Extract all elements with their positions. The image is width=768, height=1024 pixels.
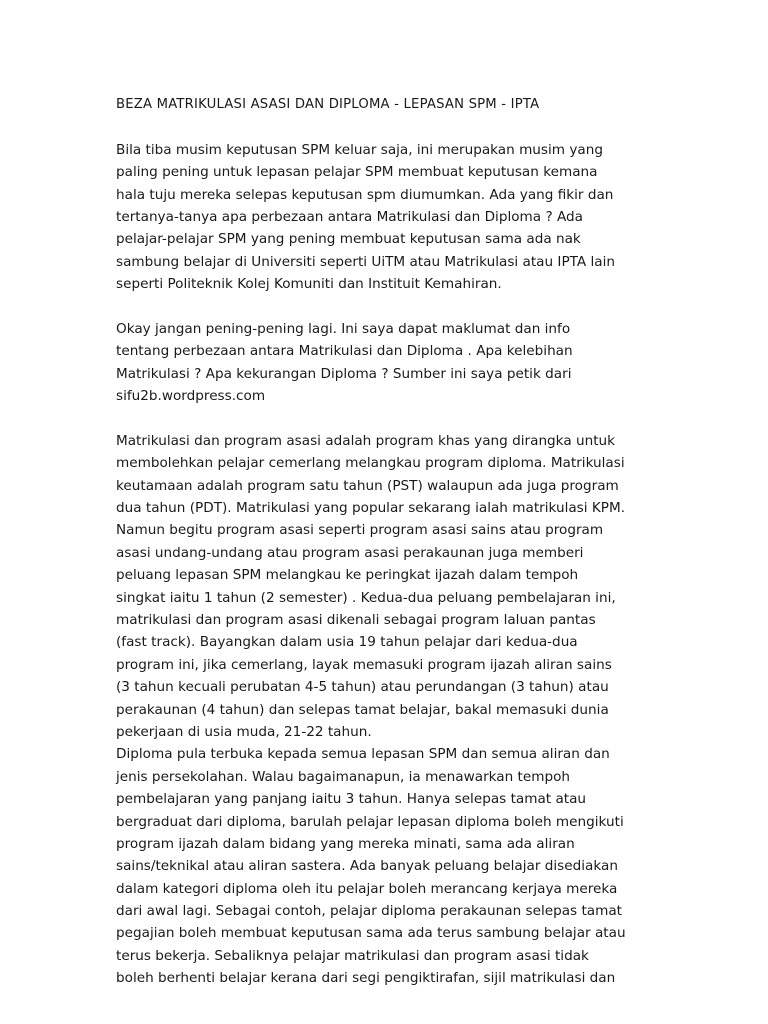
text-line: hala tuju mereka selepas keputusan spm diumumkan. Ada yang fikir dan (116, 186, 614, 203)
spacer (116, 116, 676, 138)
text-line: seperti Politeknik Kolej Komuniti dan Instituit Kemahiran. (116, 276, 502, 293)
text-line: pelajar-pelajar SPM yang pening membuat keputusan sama ada nak (116, 231, 581, 248)
text-line: Matrikulasi dan program asasi adalah program khas yang dirangka untuk (116, 432, 616, 449)
text-line: paling pening untuk lepasan pelajar SPM membuat keputusan kemana (116, 164, 598, 181)
text-line: matrikulasi dan program asasi dikenali sebagai program laluan pantas (116, 611, 596, 628)
text-line: dua tahun (PDT). Matrikulasi yang popular sekarang ialah matrikulasi KPM. (116, 500, 626, 517)
text-line: pegajian boleh membuat keputusan sama ada terus sambung belajar atau (116, 925, 626, 942)
text-line: Matrikulasi ? Apa kekurangan Diploma ? Sumber ini saya petik dari (116, 365, 572, 382)
text-line: jenis persekolahan. Walau bagaimanapun, ia menawarkan tempoh (116, 768, 571, 785)
text-line: dalam kategori diploma oleh itu pelajar boleh merancang kerjaya mereka (116, 880, 618, 897)
paragraph-1 (116, 139, 676, 296)
text-line: peluang lepasan SPM melangkau ke peringkat ijazah dalam tempoh (116, 567, 579, 584)
text-line: Okay jangan pening-pening lagi. Ini saya dapat maklumat dan info (116, 320, 571, 337)
text-line: tentang perbezaan antara Matrikulasi dan Diploma . Apa kelebihan (116, 343, 573, 360)
text-line: terus bekerja. Sebaliknya pelajar matrikulasi dan program asasi tidak (116, 947, 589, 964)
text-line: Namun begitu program asasi seperti program asasi sains atau program (116, 522, 604, 539)
text-line: sifu2b.wordpress.com (116, 388, 266, 405)
text-line: program ini, jika cemerlang, layak memasuki program ijazah aliran sains (116, 656, 612, 673)
text-line: sains/teknikal atau aliran sastera. Ada banyak peluang belajar disediakan (116, 858, 618, 875)
text-line: Diploma pula terbuka kepada semua lepasan SPM dan semua aliran dan (116, 746, 610, 763)
text-line: dari awal lagi. Sebagai contoh, pelajar diploma perakaunan selepas tamat (116, 903, 623, 920)
text-line: (fast track). Bayangkan dalam usia 19 tahun pelajar dari kedua-dua (116, 634, 578, 651)
text-line: tertanya-tanya apa perbezaan antara Matrikulasi dan Diploma ? Ada (116, 208, 583, 225)
text-line: bergraduat dari diploma, barulah pelajar lepasan diploma boleh mengikuti (116, 813, 624, 830)
paragraph-3 (116, 430, 676, 743)
text-line: program ijazah dalam bidang yang mereka minati, sama ada aliran (116, 835, 575, 852)
paragraph-2 (116, 318, 676, 408)
text-line: boleh berhenti belajar kerana dari segi pengiktirafan, sijil matrikulasi dan (116, 970, 616, 987)
spacer (116, 407, 676, 429)
document-body (116, 94, 676, 990)
spacer (116, 296, 676, 318)
text-line: (3 tahun kecuali perubatan 4-5 tahun) atau perundangan (3 tahun) atau (116, 679, 609, 696)
paragraph-4 (116, 743, 676, 989)
text-line: singkat iaitu 1 tahun (2 semester) . Kedua-dua peluang pembelajaran ini, (116, 589, 616, 606)
text-line: sambung belajar di Universiti seperti UiTM atau Matrikulasi atau IPTA lain (116, 253, 616, 270)
text-line: asasi undang-undang atau program asasi perakaunan juga memberi (116, 544, 584, 561)
text-line: Bila tiba musim keputusan SPM keluar saja, ini merupakan musim yang (116, 141, 603, 158)
text-line: pekerjaan di usia muda, 21-22 tahun. (116, 723, 372, 740)
text-line: membolehkan pelajar cemerlang melangkau program diploma. Matrikulasi (116, 455, 625, 472)
document-title: BEZA MATRIKULASI ASASI DAN DIPLOMA - LEPASAN SPM - IPTA (116, 97, 540, 112)
text-line: perakaunan (4 tahun) dan selepas tamat belajar, bakal memasuki dunia (116, 701, 609, 718)
text-line: keutamaan adalah program satu tahun (PST) walaupun ada juga program (116, 477, 619, 494)
text-line: pembelajaran yang panjang iaitu 3 tahun. Hanya selepas tamat atau (116, 791, 587, 808)
